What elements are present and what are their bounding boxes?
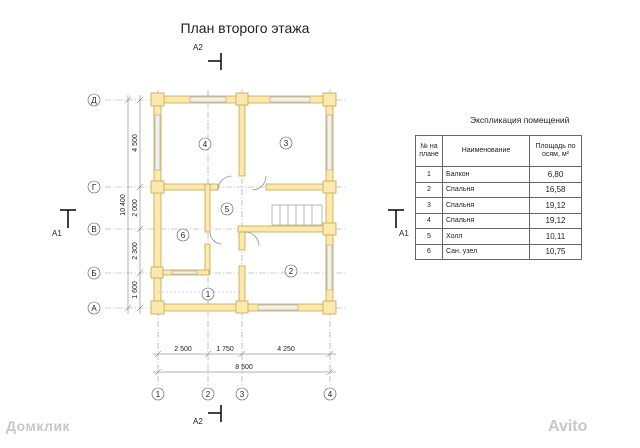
letter-axis-bubbles: [88, 94, 100, 314]
row-number: 6: [416, 244, 443, 260]
walls: [154, 96, 334, 311]
section-label-bottom: А2: [193, 417, 203, 426]
row-area: 16,58: [530, 182, 582, 198]
header-number: № на плане: [416, 136, 443, 167]
explication-header-row: [416, 136, 582, 167]
row-name: Сан. узел: [443, 244, 530, 260]
wall-mid-upper: [239, 96, 245, 176]
dim-h-2500: 2 500: [174, 346, 192, 353]
axis-label-1: 1: [155, 390, 161, 399]
row-area: 6,80: [530, 167, 582, 183]
row-number: 3: [416, 198, 443, 214]
dim-v-total: 10 400: [120, 194, 127, 216]
table-row: [416, 198, 582, 214]
row-number: 5: [416, 229, 443, 245]
header-area: Площадь по осям, м²: [530, 136, 582, 167]
row-name: Спальня: [443, 182, 530, 198]
room-mark-3: 3: [283, 139, 289, 148]
header-name: Наименование: [443, 136, 530, 167]
axis-grid: [105, 90, 345, 385]
horizontal-dimensions: [153, 351, 336, 375]
table-row: [416, 213, 582, 229]
row-name: Холл: [443, 229, 530, 245]
explication-table: [415, 135, 582, 260]
dim-v-1600: 1 600: [132, 281, 139, 299]
section-label-left: А1: [52, 229, 62, 238]
axis-label-A: А: [91, 304, 97, 313]
table-row: [416, 244, 582, 260]
section-label-top: А2: [193, 43, 203, 52]
room-mark-1: 1: [205, 290, 211, 299]
row-area: 10,11: [530, 229, 582, 245]
section-markers: [60, 53, 404, 422]
dim-h-total: 8 500: [235, 364, 253, 371]
doors: [210, 176, 266, 246]
axis-label-3: 3: [239, 390, 245, 399]
wall-mid-lower: [239, 232, 245, 250]
row-name: Балкон: [443, 167, 530, 183]
wall-v-right: [238, 226, 333, 232]
explication-title: Экспликация помещений: [470, 115, 570, 125]
row-number: 1: [416, 167, 443, 183]
dim-h-4250: 4 250: [277, 346, 295, 353]
row-number: 4: [416, 213, 443, 229]
table-row: [416, 182, 582, 198]
avito-watermark: Avito: [548, 418, 588, 435]
row-area: 19,12: [530, 198, 582, 214]
row-number: 2: [416, 182, 443, 198]
dim-v-2000: 2 000: [132, 199, 139, 217]
dim-h-1750: 1 750: [216, 346, 234, 353]
domclick-watermark: Домклик: [6, 418, 71, 434]
room-mark-4: 4: [202, 140, 208, 149]
dim-v-4500: 4 500: [132, 134, 139, 152]
axis-label-V: В: [91, 225, 97, 234]
axis-label-4: 4: [327, 390, 333, 399]
wall-bath-lower: [205, 244, 210, 274]
plan-title: План второго этажа: [180, 20, 310, 36]
section-label-right: А1: [399, 229, 409, 238]
row-name: Спальня: [443, 198, 530, 214]
axis-label-2: 2: [205, 390, 211, 399]
axis-label-B: Б: [91, 269, 97, 278]
room-mark-5: 5: [224, 205, 230, 214]
stairs: [272, 205, 322, 225]
axis-label-G: Г: [91, 183, 97, 192]
wall-bath: [205, 184, 210, 232]
dim-v-2300: 2 300: [132, 242, 139, 260]
row-area: 19,12: [530, 213, 582, 229]
table-row: [416, 229, 582, 245]
axis-label-D: Д: [91, 96, 97, 105]
row-area: 10,75: [530, 244, 582, 260]
room-mark-2: 2: [288, 267, 294, 276]
table-row: [416, 167, 582, 183]
row-name: Спальня: [443, 213, 530, 229]
room-mark-6: 6: [180, 231, 186, 240]
